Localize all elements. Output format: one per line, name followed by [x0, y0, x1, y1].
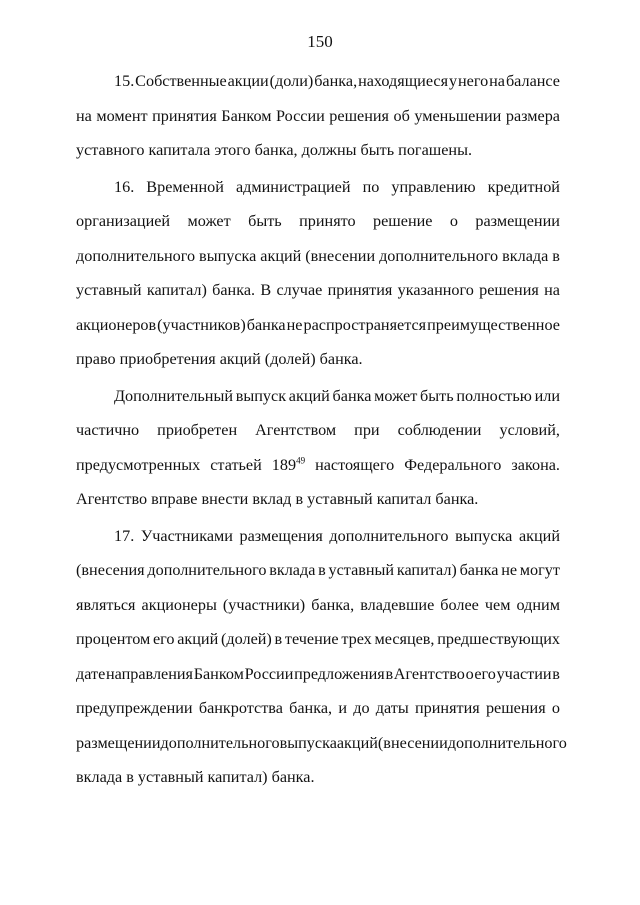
text-line: частично приобретен Агентством при соблюдении условий, [76, 421, 560, 439]
text-line: (внесения дополнительного вклада в уставный капитал) банка не могут [76, 561, 560, 579]
article-superscript: 49 [296, 455, 306, 466]
text-line: Агентство вправе внести вклад в уставный капитал банка. [76, 490, 479, 508]
paragraph-additional-issue [76, 379, 560, 517]
text-line: уставного капитала этого банка, должны быть погашены. [76, 141, 472, 159]
text-line: акционеров (участников) банка не распространяется преимущественное [76, 315, 560, 334]
paragraph-15 [76, 64, 560, 168]
document-body [76, 64, 567, 795]
text-line: право приобретения акций (долей) банка. [76, 350, 363, 368]
text-line: 17. Участниками размещения дополнительного выпуска акций [114, 526, 560, 545]
text-line: Дополнительный выпуск акций банка может быть полностью или [114, 386, 560, 405]
text-line: дополнительного выпуска акций (внесении дополнительного вклада в [76, 246, 560, 265]
text-line: размещении дополнительного выпуска акций (внесении дополнительного [76, 733, 567, 752]
text-line: процентом его акций (долей) в течение трех месяцев, предшествующих [76, 630, 560, 648]
text-line: уставный капитал) банка. В случае принятия указанного решения на [76, 281, 560, 299]
text-line: организацией может быть принято решение о размещении [76, 212, 560, 230]
paragraph-17 [76, 519, 567, 795]
text-line: вклада в уставный капитал) банка. [76, 768, 315, 786]
text-line-with-reference: предусмотренных статьей $189^{49}$ настоящего Федерального закона. [76, 455, 560, 474]
paragraph-16 [76, 170, 560, 377]
text-line: дате направления Банком России предложения в Агентство о его участии в [76, 664, 560, 683]
text-line: являться акционеры (участники) банка, владевшие более чем одним [76, 595, 560, 614]
text-line: 16. Временной администрацией по управлению кредитной [114, 177, 560, 196]
text-line: предупреждении банкротства банка, и до даты принятия решения о [76, 699, 560, 717]
text-line: на момент принятия Банком России решения об уменьшении размера [76, 106, 560, 125]
page-number: 150 [307, 32, 333, 51]
text-line: 15. Собственные акции (доли) банка, находящиеся у него на балансе [114, 72, 560, 90]
